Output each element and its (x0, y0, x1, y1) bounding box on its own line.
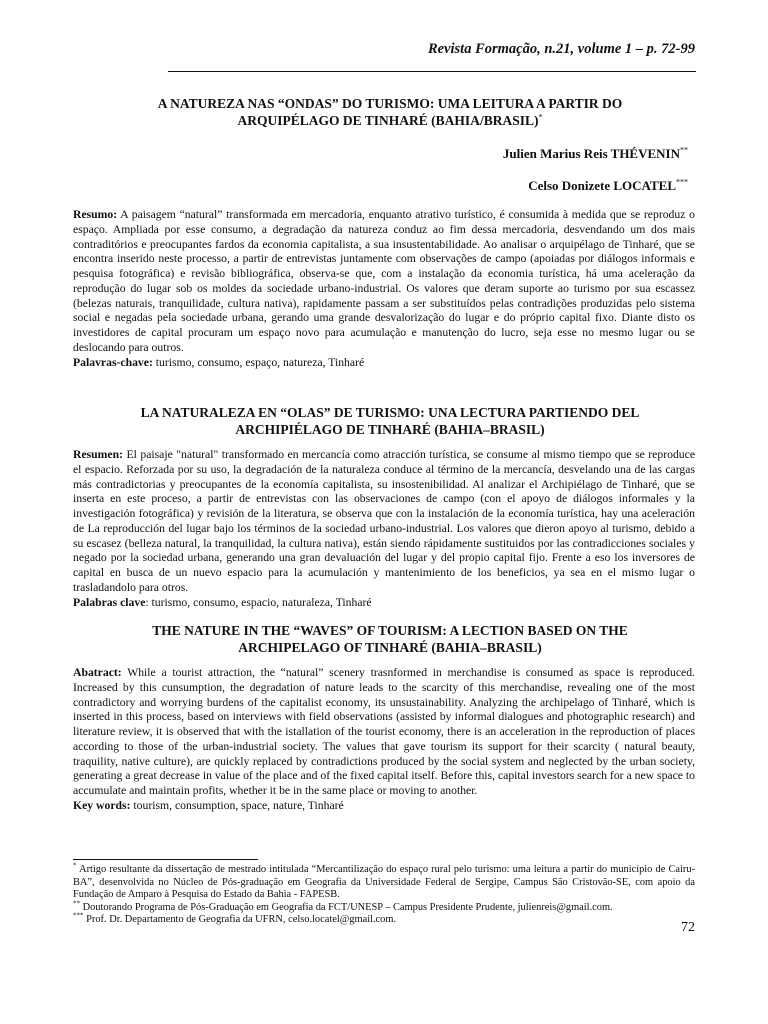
title-en-line1: THE NATURE IN THE “WAVES” OF TOURISM: A LECTION BASED ON THE (152, 623, 628, 638)
author-2-mark: *** (676, 177, 688, 187)
abstract-es-text: El paisaje "natural" transformado en mercancía como atracción turística, se consume al mismo tiempo que se reproduce el espacio. Reforzada por su uso, la degradación de la naturaleza conduce al término de la mercancía, desvelando una de las cargas más contradictorias y preocupantes de la economía capitalista, su insostenibilidad. Al analizar el Archipiélago de Tinharé, que se inserta en este proceso, a partir de entrevistas con las observaciones de campo (con el apoyo de diálogos informales y la investigación fotográfica) y revisión de la literatura, se observa que con la instalación de la economía turística, hay una aceleración de La reproducción del lugar bajo los términos de la sociedad urbano-industrial. Los valores que dieron apoyo al turismo, debido a su escasez (belleza natural, la tranquilidad, la cultura nativa), están siendo rápidamente sustituidos por las contradicciones sociales y negado por la sociedad urbana, generando una gran devaluación del lugar y del propio capital fijo. Frente a eso los inversores de capital en busca de un nuevo espacio para la acumulación y mantenimiento de los beneficios, ya sea en el mismo lugar o trasladandolo para otros. (73, 448, 696, 594)
author-2: Celso Donizete LOCATEL*** (528, 177, 688, 193)
journal-header: Revista Formação, n.21, volume 1 – p. 72-99 (427, 41, 695, 57)
abstract-pt (73, 208, 695, 370)
title-pt-line2: ARQUIPÉLAGO DE TINHARÉ (BAHIA/BRASIL)* (237, 112, 543, 128)
footnote-2: ** Doutorando Programa de Pós-Graduação em Geografia da FCT/UNESP – Campus Presidente Prudente, julienreis@gmail.com. (73, 899, 613, 913)
abstract-pt-label: Resumo: (73, 208, 118, 221)
title-en-line2: ARCHIPELAGO OF TINHARÉ (BAHIA–BRASIL) (238, 640, 542, 655)
header-rule (168, 71, 696, 72)
abstract-en-text: While a tourist attraction, the “natural” scenery trasnformed in merchandise is consumed as space is reproduced. Increased by this cunsumption, the degradation of nature leads to the scarcity of this merchandise, revealing one of the most contradictory and worrying burdens of the capitalist economy, its unsustainability. Analyzing the archipelago of Tinharé, which is inserted in this process, based on interviews with field observations (assisted by informal dialogues and photographic research) and literature review, it is observed that with the istallation of the tourist economy, there is an acceleration in the reproduction of places according to those of the urban-industrial society. The values that gave tourism its support for their scarcity ( natural beauty, traquility, native culture), are quickly replaced by contradictions produced by the social system and neglected by the urban society, generating a great decrease in value of the place and of the fixed capital itself. Before this, capital investors search for a new space to accumulate and maintain profits, whether it be in the same place or moving to another. (73, 666, 695, 797)
abstract-en-label: Abatract: (73, 666, 122, 679)
keywords-es: Palabras clave: turismo, consumo, espacio, naturaleza, Tinharé (73, 595, 372, 609)
abstract-pt-text: A paisagem “natural” transformada em mercadoria, enquanto atrativo turístico, é consumida à medida que se reproduz o espaço. Ampliada por esse consumo, a degradação da natureza conduz ao fim dessa mercadoria, desvendando um dos mais contraditórios e preocupantes fardos da economia capitalista, a sua insustentabilidade. Ao analisar o arquipélago de Tinharé, que se encontra inserido neste processo, a partir de entrevistas juntamente com observações de campo (apoiadas por diálogos informais e pesquisa fotográfica) e revisão bibliográfica, observa-se que, com a instalação da economia turística, há uma aceleração da reprodução do lugar sob os moldes da sociedade urbano-industrial. Os valores que deram suporte ao turismo por sua escassez (belezas naturais, tranquilidade, cultura nativa), rapidamente passam a ser substituídos pelas contradições produzidas pelo sistema social e negadas pela sociedade urbana, gerando uma grande desvalorização do lugar e do próprio capital fixo. Diante disto os investidores de capital procuram um espaço novo para acumulação e manutenção do lucro, seja esse no mesmo lugar ou se deslocando para outros. (73, 208, 695, 354)
title-footnote-mark: * (538, 112, 543, 122)
title-pt (80, 95, 700, 129)
footnote-3: *** Prof. Dr. Departamento de Geografia da UFRN, celso.locatel@gmail.com. (73, 911, 397, 926)
footnote-rule (73, 859, 258, 860)
abstract-en (73, 666, 695, 814)
title-es-line1: LA NATURALEZA EN “OLAS” DE TURISMO: UNA LECTURA PARTIENDO DEL (140, 405, 640, 420)
keywords-en: Key words: tourism, consumption, space, nature, Tinharé (73, 798, 344, 812)
footnote-1: * Artigo resultante da dissertação de mestrado intitulada “Mercantilização do espaço rural pelo turismo: uma leitura a partir do município de Cairu-BA”, desenvolvida no Núcleo de Pós-graduação em Geografia da Universidade Federal de Sergipe, Campus São Cristovão-SE, com apoio da Fundação de Amparo à Pesquisa do Estado da Bahia - FAPESB. (73, 861, 695, 901)
title-pt-line1: A NATUREZA NAS “ONDAS” DO TURISMO: UMA LEITURA A PARTIR DO (157, 96, 623, 111)
author-1-mark: ** (680, 145, 688, 155)
abstract-es-label: Resumen: (73, 448, 123, 461)
footnotes (73, 861, 695, 927)
keywords-pt: Palavras-chave: turismo, consumo, espaço, natureza, Tinharé (73, 355, 365, 369)
title-es-line2: ARCHIPIÉLAGO DE TINHARÉ (BAHIA–BRASIL) (235, 422, 545, 437)
abstract-es (73, 448, 695, 610)
title-en (80, 622, 700, 656)
page-number: 72 (681, 920, 695, 935)
title-es (80, 404, 700, 438)
author-1: Julien Marius Reis THÉVENIN** (502, 145, 688, 161)
